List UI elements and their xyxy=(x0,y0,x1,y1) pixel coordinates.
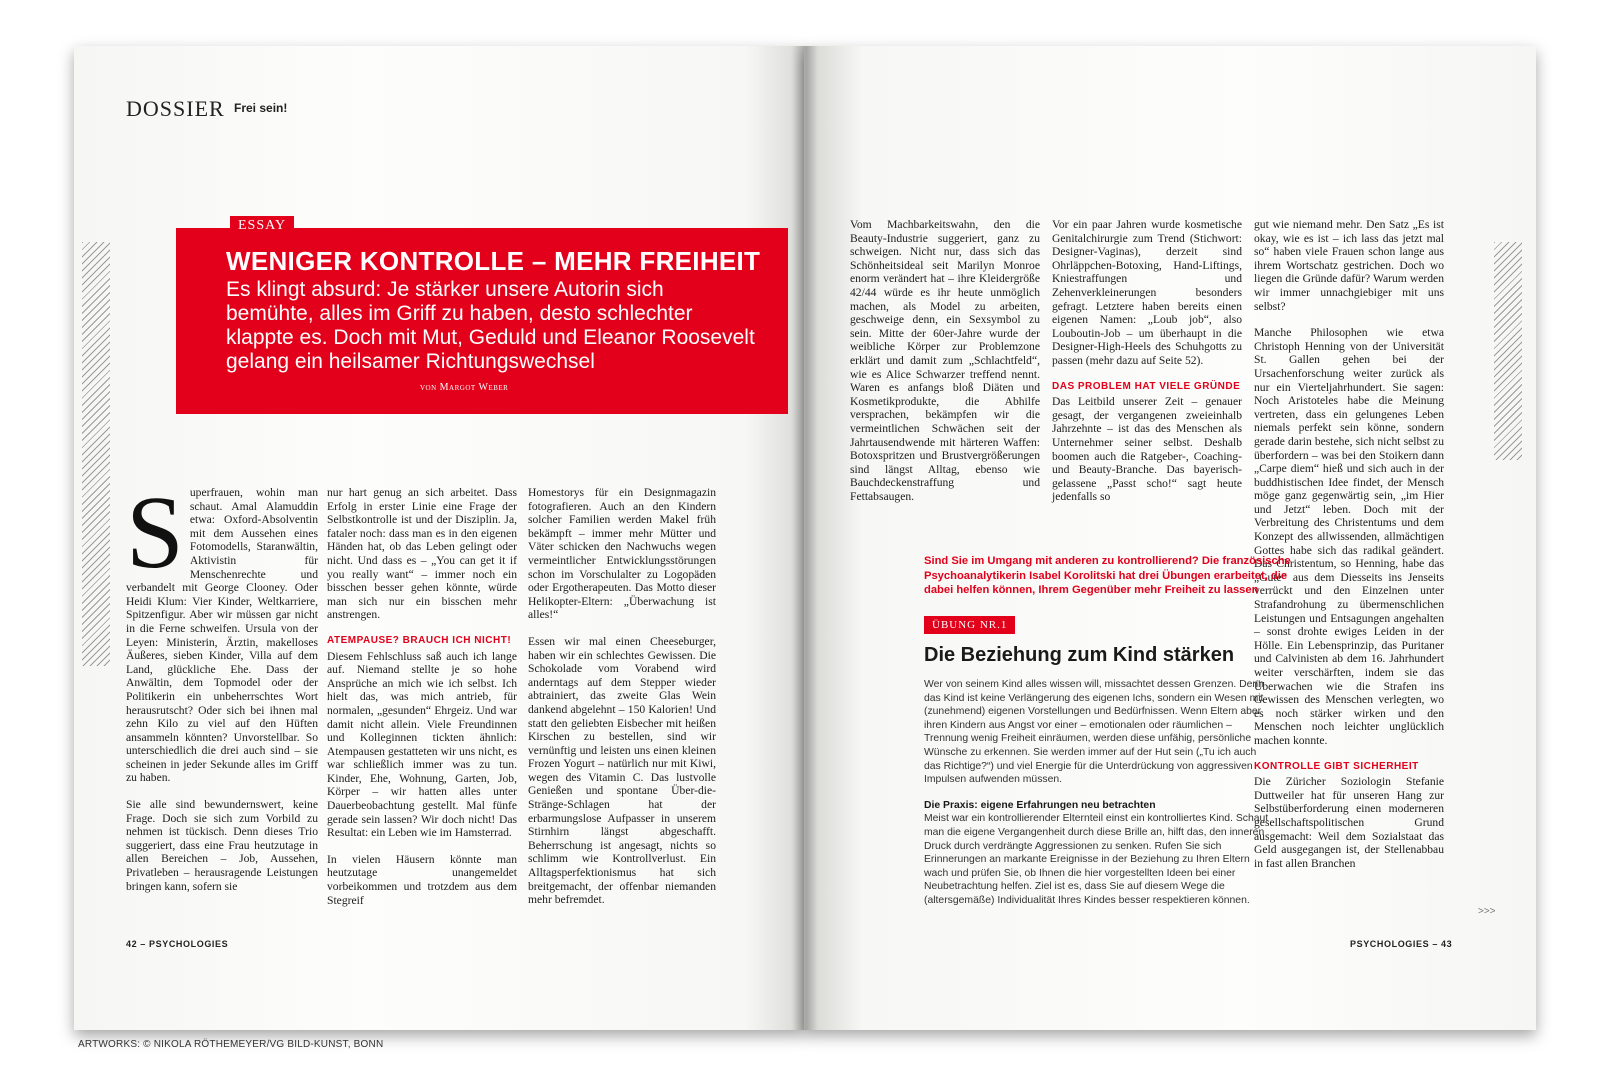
paragraph: nur hart genug an sich arbeitet. Dass Erfolg in erster Linie eine Frage der Selbstkontrolle ist und der Disziplin. Ja, fataler noch: dass man es in den eigenen Händen hat, ob das Leben gelingt oder nicht. Und dass es – „You can get it if you really want“ – immer noch ein bisschen besser gehen könnte, würde man sich nur ein bisschen mehr anstrengen. xyxy=(327,486,517,622)
right-column-2 xyxy=(1052,218,1242,504)
right-page xyxy=(804,46,1536,1030)
paragraph: Homestorys für ein Designmagazin fotografieren. Auch an den Kindern solcher Familien werden Makel früh bekämpft – immer mehr Mütter und Väter schicken den Nachwuchs wegen vermeintlicher Entwicklungsstörungen schon im Vorschulalter zu Logopäden oder Ergotherapeuten. Das Motto dieser Helikopter-Eltern: „Überwachung ist alles!“ xyxy=(528,486,716,622)
paragraph: Manche Philosophen wie etwa Christoph Henning von der Universität St. Gallen gehen bei der Ursachenforschung weiter zurück als nur ein Vierteljahrhundert. Sie sagen: Noch Aristoteles habe die Meinung vertreten, dass ein gelungenes Leben niemals perfekt sein könne, sondern gerade darin bestehe, sich nicht selbst zu überfordern – was bei den Stoikern dann „Carpe diem“ hieß und sich auch in der buddhistischen Idee findet, der Mensch möge ganz gegenwärtig sein, „im Hier und Jetzt“ leben. Doch mit der Verbreitung des Christentums und dem Konzept des allwissenden, allmächtigen Gottes habe sich das radikal geändert. Das Christentum, so Henning, habe das „Gute“ aus dem Diesseits ins Jenseits verrückt und den Einzelnen unter Strafandrohung zu übermenschlichen Leistungen und Entsagungen angehalten – sonst drohte ewiges Leiden in der Hölle. Ein Lebensprinzip, das Puritaner und Calvinisten ab dem 16. Jahrhundert weiter verschärften, indem sie das Überwachen wie die Strafen ins Gewissen des Menschen verlegten, wo es noch stärker wirken und den Menschen noch leichter unglücklich machen konnte. xyxy=(1254,326,1444,747)
decorative-hatch-right xyxy=(1494,242,1522,460)
page-number-right: PSYCHOLOGIES – 43 xyxy=(1350,939,1453,949)
paragraph: In vielen Häusern könnte man heutzutage unangemeldet vorbeikommen und trotzdem aus dem Stegreif xyxy=(327,852,517,907)
exercise-tag: ÜBUNG NR.1 xyxy=(924,616,1015,634)
section-subtitle: Frei sein! xyxy=(234,101,288,115)
left-column-3 xyxy=(528,486,716,907)
image-credit: ARTWORKS: © NIKOLA RÖTHEMEYER/VG BILD-KUNST, BONN xyxy=(78,1039,384,1050)
subheading: DAS PROBLEM HAT VIELE GRÜNDE xyxy=(1052,380,1241,392)
praxis-heading: Die Praxis: eigene Erfahrungen neu betrachten xyxy=(924,799,1156,811)
left-column-2 xyxy=(327,486,517,907)
paragraph: Sie alle sind bewundernswert, keine Frage. Doch sie sich zum Vorbild zu nehmen ist tückisch. Denn dieses Trio suggeriert, dass eine Frau heutzutage in allen Bereichen – Job, Aussehen, Privatleben – herausragende Leistungen bringen kann, sofern sie xyxy=(126,798,318,893)
paragraph: Wer von seinem Kind alles wissen will, missachtet dessen Grenzen. Denn das Kind ist keine Verlängerung des eigenen Ichs, sondern ein Wesen mit (zunehmend) eigenen Vorstellungen und Bedürfnissen. Wenn Eltern aber ihren Kindern aus Angst vor einer – emotionalen oder räumlichen – Trennung wenig Freiheit einräumen, werden diese unfähig, persönliche Wünsche zu erkennen. Sie werden immer auf der Hut sein („Tu ich auch das Richtige?“) und viel Energie für die Unterdrückung von aggressiven Impulsen aufwenden müssen. xyxy=(924,679,1264,786)
paragraph: Vom Machbarkeitswahn, den die Beauty-Industrie suggeriert, ganz zu schweigen. Nicht nur, dass sich das Schönheitsideal seit Marilyn Monroe enorm verändert hat – ihre Kleidergröße 42/44 würde es ihr heute unmöglich machen, als Model zu arbeiten, geschweige denn, ein Sexsymbol zu sein. Mitte der 60er-Jahre wurde der weibliche Körper zur Problemzone erklärt und damit zum „Schlachtfeld“, wie es Alice Schwarzer treffend nennt. Waren es anfangs bloß Diäten und Kosmetikprodukte, die Abhilfe versprachen, bekämpfen wir die vermeintlichen Schwächen seit der Jahrtausendwende mit härteren Waffen: Botoxspritzen und Brustvergrößerungen sind längst Alltag, ebenso wie Bauchdeckenstraffung und Fettabsaugen. xyxy=(850,218,1040,503)
paragraph: Essen wir mal einen Cheeseburger, haben wir ein schlechtes Gewissen. Die Schokolade vom Vorabend wird anderntags auf dem Stepper wieder abtrainiert, das zweite Glas Wein dankend abgelehnt – 150 Kalorien! Und statt den geliebten Eisbecher mit heißen Kirschen zu bestellen, sind wir vernünftig und leisten uns einen kleinen Frozen Yogurt – natürlich nur mit Kiwi, wegen des Vitamin C. Das lustvolle Genießen und spontane Über-die-Stränge-Schlagen hat der erbarmungslose Aufpasser in unserem Stirnhirn längst abgeschafft. Beherrschung ist angesagt, nichts so schlimm wie Kontrollverlust. Ein Alltagsperfektionismus hat sich breitgemacht, der offenbar niemanden mehr befremdet. xyxy=(528,634,716,907)
essay-tag: ESSAY xyxy=(230,216,294,236)
right-column-1 xyxy=(850,218,1040,503)
paragraph-text: uperfrauen, wohin man schaut. Amal Alamuddin etwa: Oxford-Absolventin mit dem Aussehen eines Fotomodells, Staranwältin, Aktivistin für Menschenrechte und verbandelt mit George Clooney. Oder Heidi Klum: Vier Kinder, Weltkarriere, Spitzenfigur. Aber wir müssen gar nicht in die Ferne schweifen. Ursula von der Leyen: Ministerin, Ärztin, makelloses Äußeres, sieben Kinder, Villa auf dem Land, glückliche Ehe. Dass der Anwältin, dem Topmodel oder der Politikerin ein unbeherrschtes Wort herausrutscht? Oder sich bei ihnen mal zehn Kilo zu viel auf den Hüften ansammeln könnten? Unvorstellbar. So unterschiedlich die drei auch sind – sie scheinen in jeder Sekunde alles im Griff zu haben. xyxy=(126,486,318,785)
continue-arrows: >>> xyxy=(1478,906,1496,917)
drop-cap: S xyxy=(126,475,184,590)
paragraph xyxy=(126,475,318,785)
page-number-left: 42 – PSYCHOLOGIES xyxy=(126,939,229,949)
paragraph: Das Leitbild unserer Zeit – genauer gesagt, der vergangenen zweieinhalb Jahrzehnte – ist das des Menschen als Unternehmer seiner selbst. Deshalb boomen auch die Ratgeber-, Coaching- und Beauty-Branche. Das bayerisch-gelassene „Passt scho!“ sagt heute jedenfalls so xyxy=(1052,395,1242,504)
paragraph: Meist war ein kontrollierender Elternteil einst ein kontrolliertes Kind. Schaut man die eigene Vergangenheit durch diese Brille an, hilft das, den inneren Druck durch verdrängte Aggressionen zu senken. Rufen Sie sich Erinnerungen an markante Ereignisse in der Beziehung zu Ihren Eltern wach und prüfen Sie, ob Ihnen die hier vorgestellten Ideen bei einer Neubetrachtung helfen. Ziel ist es, dass Sie auf diesem Wege die (altersgemäße) Individualität Ihres Kindes besser respektieren können. xyxy=(924,813,1269,906)
exercise-intro: Sind Sie im Umgang mit anderen zu kontrollierend? Die französische Psychoanalytikerin Isabel Korolitski hat drei Übungen erarbeitet, die dabei helfen können, Ihrem Gegenüber mehr Freiheit zu lassen xyxy=(924,555,1291,596)
decorative-hatch-left xyxy=(82,242,110,666)
essay-byline: von Margot Weber xyxy=(420,382,509,393)
exercise-text xyxy=(924,678,1274,908)
essay-deck: Es klingt absurd: Je stärker unsere Autorin sich bemühte, alles im Griff zu haben, desto schlechter klappte es. Doch mit Mut, Geduld und Eleanor Roosevelt gelang ein heilsamer Richtungswechsel xyxy=(226,278,755,373)
paragraph: Die Züricher Soziologin Stefanie Duttweiler hat für unseren Hang zur Selbstüberforderung einen moderneren gesellschaftspolitischen Grund ausgemacht: Weil dem Sozialstaat das Geld ausgegangen ist, der Stellenabbau in fast allen Branchen xyxy=(1254,775,1444,870)
section-title: DOSSIER xyxy=(126,96,225,121)
exercise-title: Die Beziehung zum Kind stärken xyxy=(924,644,1235,666)
left-page xyxy=(74,46,804,1030)
magazine-spread xyxy=(74,46,1536,1030)
paragraph: Vor ein paar Jahren wurde kosmetische Genitalchirurgie zum Trend (Stichwort: Designer-Vaginas), derzeit sind Ohrläppchen-Botoxing, Hand-Liftings, Kniestraffungen und Zehenverkleinerungen besonders gefragt. Letztere haben bereits einen eigenen Namen: „Loub job“, also Louboutin-Job – um überhaupt in die Designer-High-Heels des Schuhgotts zu passen (mehr dazu auf Seite 52). xyxy=(1052,218,1242,367)
essay-headline: WENIGER KONTROLLE – MEHR FREIHEIT xyxy=(226,246,761,276)
paragraph: Diesem Fehlschluss saß auch ich lange auf. Niemand stellte je so hohe Ansprüche an mich wie ich selbst. Ich hielt das, was mich antrieb, für normalen, „gesunden“ Ehrgeiz. Und war damit nicht allein. Viele Freundinnen und Kolleginnen tickten ähnlich: Atempausen gestatteten wir uns nicht, es war schließlich immer was zu tun. Kinder, Ehe, Wohnung, Garten, Job, Körper – wir hatten alles unter Dauerbeobachtung gestellt. Mal fünfe gerade sein lassen? Wir doch nicht! Das Resultat: ein Leben wie im Hamsterrad. xyxy=(327,649,517,840)
subheading: KONTROLLE GIBT SICHERHEIT xyxy=(1254,760,1419,772)
paragraph: gut wie niemand mehr. Den Satz „Es ist okay, wie es ist – ich lass das jetzt mal so“ haben viele Frauen schon lange aus ihrem Wortschatz gestrichen. Doch wo liegen die Gründe dafür? Warum werden wir immer unnachgiebiger mit uns selbst? xyxy=(1254,218,1444,313)
left-column-1 xyxy=(126,475,318,893)
subheading: ATEMPAUSE? BRAUCH ICH NICHT! xyxy=(327,634,512,646)
right-column-3 xyxy=(1254,218,1444,870)
